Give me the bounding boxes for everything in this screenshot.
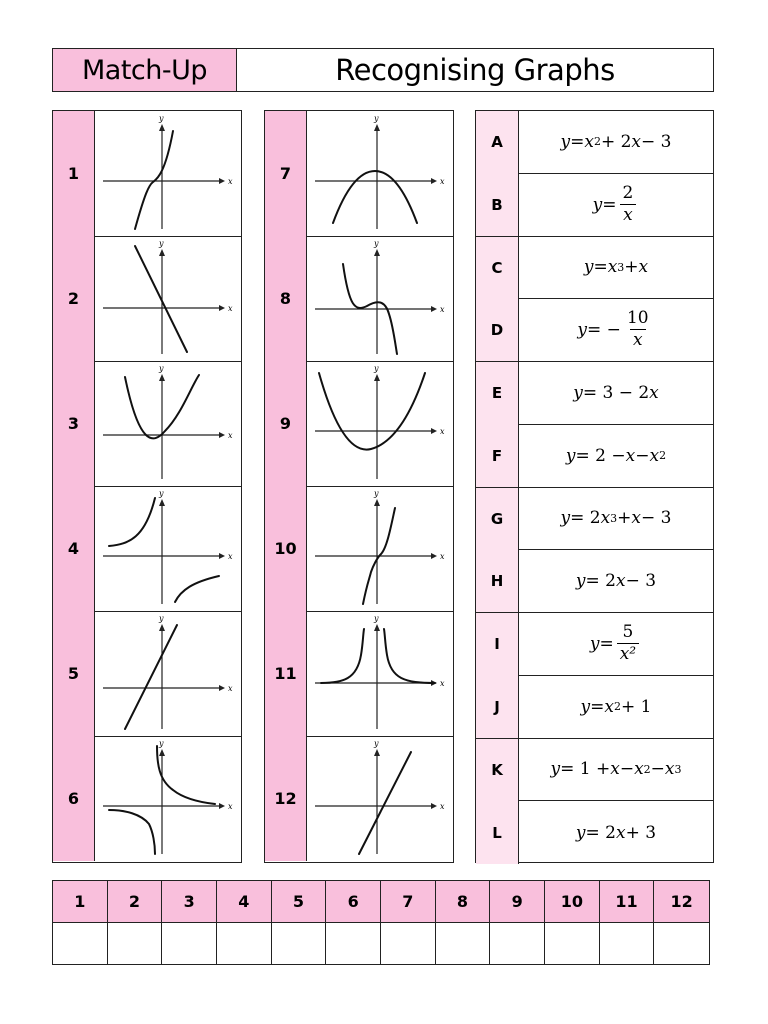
graph-box [307, 611, 453, 736]
answer-cell-8[interactable] [436, 923, 491, 964]
variable: x [634, 759, 644, 780]
graph-3-plot [95, 361, 241, 485]
answer-cell-12[interactable] [654, 923, 709, 964]
x-axis-arrow-icon [219, 803, 225, 809]
x-axis-label: x [440, 802, 445, 811]
graph-box [95, 736, 241, 861]
graph-box [95, 111, 241, 236]
equation-k [519, 739, 713, 802]
y-axis-arrow-icon [159, 374, 165, 381]
y-axis-arrow-icon [159, 624, 165, 631]
graph-10-plot [307, 486, 453, 610]
graph-row [265, 611, 453, 737]
x-axis-arrow-icon [219, 432, 225, 438]
equation-letter: H [476, 550, 519, 613]
x-axis-arrow-icon [219, 305, 225, 311]
equation-text: = 2 [585, 822, 616, 843]
graph-row [53, 486, 241, 612]
x-axis-arrow-icon [431, 428, 437, 434]
equation-c [519, 237, 713, 300]
answer-cell-11[interactable] [600, 923, 655, 964]
y-axis-arrow-icon [159, 749, 165, 756]
equation-row [476, 174, 713, 237]
answer-cell-5[interactable] [272, 923, 327, 964]
fraction-numerator: 2 [622, 182, 634, 203]
equation-text: = 2 [585, 571, 616, 592]
answer-header-6: 6 [326, 881, 381, 923]
answer-header-11: 11 [600, 881, 655, 923]
equation-text: = [590, 696, 605, 717]
exponent: 3 [674, 762, 682, 776]
equation-text: = 2 [570, 508, 601, 529]
x-axis-label: x [228, 177, 233, 186]
variable: y [565, 445, 576, 466]
graph-box [307, 111, 453, 236]
x-axis-label: x [440, 552, 445, 561]
fraction-denominator: x [620, 204, 636, 225]
graph-box [307, 361, 453, 486]
y-axis-arrow-icon [159, 499, 165, 506]
x-axis-label: x [228, 431, 233, 440]
graph-number: 2 [53, 236, 95, 361]
graph-curve [135, 131, 173, 229]
equation-f [519, 425, 713, 488]
x-axis-arrow-icon [431, 803, 437, 809]
graph-row [265, 111, 453, 237]
graph-row [53, 611, 241, 737]
variable: x [607, 257, 618, 278]
graph-row [265, 361, 453, 487]
title-bar [52, 48, 714, 92]
equation-row [476, 676, 713, 739]
answer-header-3: 3 [162, 881, 217, 923]
graph-row [265, 736, 453, 861]
exponent: 2 [659, 449, 667, 463]
y-axis-label: y [159, 489, 164, 498]
graph-number: 12 [265, 736, 307, 861]
variable: x [584, 131, 594, 152]
graph-row [53, 736, 241, 861]
graph-curve [319, 373, 425, 450]
equation-row [476, 550, 713, 613]
equation-row [476, 425, 713, 488]
equation-h [519, 550, 713, 613]
exponent: 3 [610, 511, 618, 525]
match-up-label: Match-Up [53, 49, 237, 91]
variable: y [575, 571, 586, 592]
y-axis-label: y [159, 739, 164, 748]
graph-number: 6 [53, 736, 95, 861]
y-axis-arrow-icon [374, 749, 380, 756]
equation-letter: G [476, 488, 519, 551]
graph-7-plot [307, 111, 453, 235]
y-axis-label: y [374, 239, 379, 248]
graph-curve [384, 629, 435, 683]
x-axis-arrow-icon [431, 178, 437, 184]
equation-e [519, 362, 713, 425]
graph-number: 10 [265, 486, 307, 611]
graph-curve [135, 246, 187, 352]
fraction-denominator: x² [617, 643, 639, 664]
answer-cell-9[interactable] [490, 923, 545, 964]
answer-header-7: 7 [381, 881, 436, 923]
x-axis-label: x [228, 802, 233, 811]
graph-number: 9 [265, 361, 307, 486]
x-axis-label: x [440, 305, 445, 314]
variable: x [616, 571, 626, 592]
graph-column-right [264, 110, 454, 863]
y-axis-arrow-icon [374, 249, 380, 256]
equation-row [476, 739, 713, 802]
graph-row [265, 486, 453, 612]
variable: y [580, 696, 591, 717]
y-axis-arrow-icon [159, 249, 165, 256]
answer-cell-7[interactable] [381, 923, 436, 964]
variable: x [664, 759, 675, 780]
graph-6-plot [95, 736, 241, 860]
y-axis-arrow-icon [374, 124, 380, 131]
variable: y [560, 508, 571, 529]
x-axis-arrow-icon [219, 553, 225, 559]
equation-letter: D [476, 299, 519, 362]
answer-cell-4[interactable] [217, 923, 272, 964]
y-axis-label: y [374, 614, 379, 623]
graph-8-plot [307, 236, 453, 360]
answer-cell-10[interactable] [545, 923, 600, 964]
equation-text: + 3 [625, 822, 657, 843]
graph-row [53, 361, 241, 487]
y-axis-arrow-icon [159, 124, 165, 131]
equation-letter: A [476, 111, 519, 174]
graph-row [265, 236, 453, 362]
y-axis-label: y [374, 114, 379, 123]
graph-number: 4 [53, 486, 95, 611]
equation-row [476, 613, 713, 676]
answer-header-8: 8 [436, 881, 491, 923]
variable: x [638, 257, 649, 278]
variable: y [577, 320, 588, 341]
variable: y [575, 822, 586, 843]
y-axis-arrow-icon [374, 374, 380, 381]
equation-text: − 3 [641, 131, 672, 152]
equation-row [476, 488, 713, 551]
graph-curve [125, 625, 177, 729]
equation-column [475, 110, 714, 863]
equation-text: = [602, 194, 617, 215]
equation-row [476, 299, 713, 362]
x-axis-label: x [440, 679, 445, 688]
variable: x [631, 508, 642, 529]
y-axis-arrow-icon [374, 499, 380, 506]
equation-text: = − [587, 320, 621, 341]
variable: x [604, 696, 614, 717]
graph-2-plot [95, 236, 241, 360]
graph-curve [157, 746, 215, 804]
equation-text: + [624, 257, 639, 278]
answer-header-10: 10 [545, 881, 600, 923]
equation-letter: J [476, 676, 519, 739]
y-axis-label: y [159, 364, 164, 373]
y-axis-label: y [374, 364, 379, 373]
graph-5-plot [95, 611, 241, 735]
equation-text: − [650, 759, 665, 780]
fraction [624, 310, 652, 350]
answer-cell-1[interactable] [53, 923, 108, 964]
fraction-numerator: 10 [626, 308, 649, 329]
equation-text: + 2 [600, 131, 632, 152]
equation-letter: F [476, 425, 519, 488]
equation-letter: C [476, 237, 519, 300]
graph-row [53, 236, 241, 362]
y-axis-label: y [374, 739, 379, 748]
equation-text: = 3 − 2 [582, 382, 650, 403]
equation-text: + [617, 508, 632, 529]
y-axis-label: y [159, 614, 164, 623]
equation-text: − 3 [625, 571, 657, 592]
equation-i [519, 613, 713, 676]
graph-column-left [52, 110, 242, 863]
exponent: 2 [643, 762, 651, 776]
exponent: 3 [617, 260, 625, 274]
equation-text: + 1 [620, 696, 652, 717]
equation-text: = 2 − [575, 445, 626, 466]
x-axis-label: x [228, 304, 233, 313]
equation-letter: I [476, 613, 519, 676]
answer-grid [52, 880, 710, 965]
exponent: 2 [613, 700, 621, 714]
equation-d [519, 299, 713, 362]
equation-text: − 3 [641, 508, 672, 529]
equation-text: − [619, 759, 635, 780]
equation-row [476, 801, 713, 864]
graph-11-plot [307, 611, 453, 735]
graph-12-plot [307, 736, 453, 860]
graph-box [307, 236, 453, 361]
x-axis-arrow-icon [219, 685, 225, 691]
fraction-denominator: x [630, 329, 646, 350]
equation-text: = 1 + [560, 759, 611, 780]
variable: y [589, 633, 600, 654]
answer-cell-2[interactable] [108, 923, 163, 964]
answer-header-12: 12 [654, 881, 709, 923]
x-axis-label: x [228, 552, 233, 561]
graph-box [307, 486, 453, 611]
equation-letter: L [476, 801, 519, 864]
equation-text: = [570, 131, 585, 152]
equation-row [476, 362, 713, 425]
y-axis-label: y [374, 489, 379, 498]
graph-4-plot [95, 486, 241, 610]
equation-l [519, 801, 713, 864]
graph-curve [109, 810, 155, 854]
graph-number: 7 [265, 111, 307, 236]
graph-curve [333, 171, 417, 223]
y-axis-label: y [159, 114, 164, 123]
equation-text: = [599, 633, 614, 654]
graph-box [95, 611, 241, 736]
graph-box [95, 361, 241, 486]
answer-header-9: 9 [490, 881, 545, 923]
variable: x [625, 445, 636, 466]
variable: x [631, 131, 642, 152]
graph-curve [175, 576, 219, 602]
variable: x [649, 382, 659, 403]
graph-number: 11 [265, 611, 307, 736]
x-axis-arrow-icon [431, 553, 437, 559]
equation-b [519, 174, 713, 237]
answer-cell-6[interactable] [326, 923, 381, 964]
variable: y [573, 382, 583, 403]
x-axis-arrow-icon [219, 178, 225, 184]
equation-letter: E [476, 362, 519, 425]
graph-curve [321, 629, 364, 683]
graph-number: 8 [265, 236, 307, 361]
equation-letter: B [476, 174, 519, 237]
variable: x [616, 822, 626, 843]
answer-header-1: 1 [53, 881, 108, 923]
variable: x [600, 508, 611, 529]
graph-box [95, 236, 241, 361]
equation-letter: K [476, 739, 519, 802]
graph-curve [359, 752, 411, 854]
graph-9-plot [307, 361, 453, 485]
graph-number: 1 [53, 111, 95, 236]
graph-number: 3 [53, 361, 95, 486]
y-axis-arrow-icon [374, 624, 380, 631]
answer-header-4: 4 [217, 881, 272, 923]
x-axis-label: x [228, 684, 233, 693]
graph-row [53, 111, 241, 237]
answer-header-2: 2 [108, 881, 163, 923]
variable: y [583, 257, 594, 278]
variable: y [550, 759, 561, 780]
equation-row [476, 111, 713, 174]
equation-g [519, 488, 713, 551]
graph-1-plot [95, 111, 241, 235]
variable: x [649, 445, 660, 466]
y-axis-label: y [159, 239, 164, 248]
fraction-numerator: 5 [622, 622, 634, 643]
exponent: 2 [593, 135, 601, 149]
graph-curve [109, 498, 155, 546]
variable: x [610, 759, 620, 780]
answer-cell-3[interactable] [162, 923, 217, 964]
answer-header-5: 5 [272, 881, 327, 923]
variable: y [560, 131, 571, 152]
fraction [620, 182, 637, 225]
graph-number: 5 [53, 611, 95, 736]
graph-box [95, 486, 241, 611]
x-axis-label: x [440, 427, 445, 436]
page-title: Recognising Graphs [335, 53, 615, 87]
fraction [617, 624, 639, 664]
equation-j [519, 676, 713, 739]
equation-text: − [635, 445, 650, 466]
equation-text: = [593, 257, 608, 278]
equation-row [476, 237, 713, 300]
x-axis-arrow-icon [431, 306, 437, 312]
equation-a [519, 111, 713, 174]
graph-box [307, 736, 453, 861]
x-axis-label: x [440, 177, 445, 186]
variable: y [592, 194, 603, 215]
